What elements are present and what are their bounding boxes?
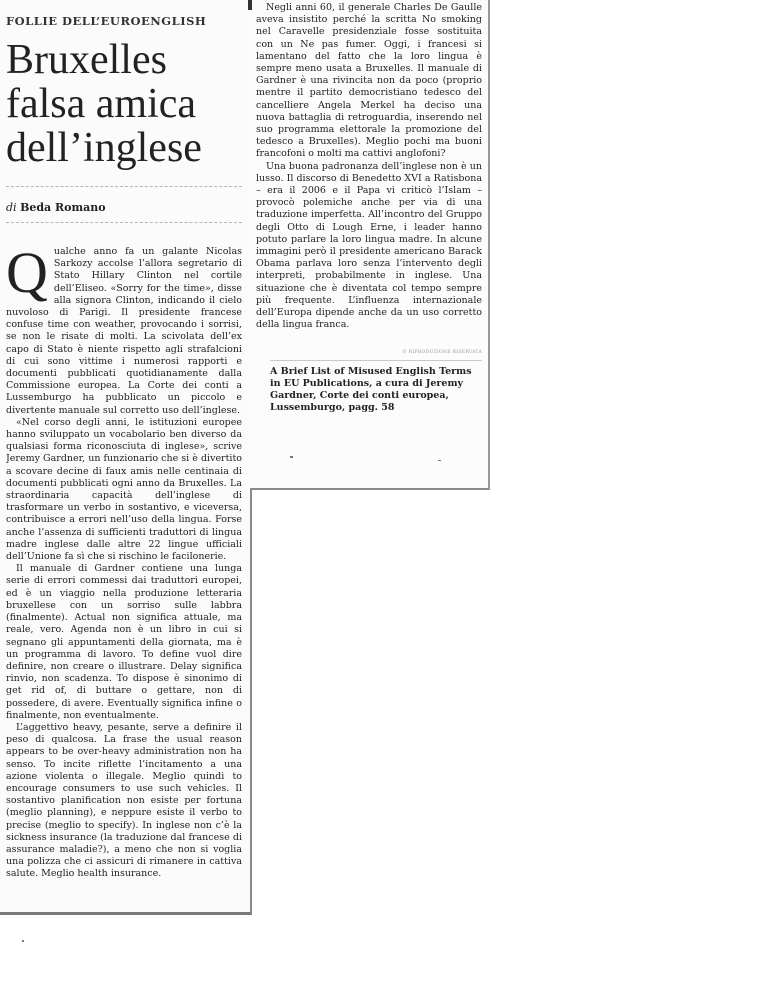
section-kicker: FOLLIE DELL’EUROENGLISH — [6, 14, 207, 28]
divider-book — [270, 360, 482, 361]
paragraph: Il manuale di Gardner contiene una lunga serie di errori commessi dai traduttori europei, ed è un viaggio nella produzione letteraria bruxellese con un sorriso sulle labbra (finalmente). Actual non significa attuale, ma reale, vero. Agenda non è un libro in cui si segnano gli appuntamenti della giornata, ma è un programma di lavoro. To define vuol dire definire, non creare o illustrare. Delay significa rinvio, non scadenza. To dispose è sinonimo di get rid of, di buttare o gettare, non di possedere, di avere. Eventually significa infine o finalmente, non eventualmente. — [6, 563, 242, 721]
paragraph: «Nel corso degli anni, le istituzioni europee hanno sviluppato un vocabolario ben diverso da qualsiasi forma riconosciuta di inglese», scrive Jeremy Gardner, un funzionario che si è divertito a scovare decine di faux amis nelle centinaia di documenti pubblicati ogni anno da Bruxelles. La straordinaria capacità dell’inglese di trasformare un verbo in sostantivo, e viceversa, contribuisce a errori nell’uso della lingua. Forse anche l’assenza di sufficienti traduttori di lingua madre inglese dalle altre 22 lingue ufficiali dell’Unione fa sì che si rischino le facilonerie. — [6, 416, 242, 563]
paragraph: L’aggettivo heavy, pesante, serve a definire il peso di qualcosa. La frase the usual reason appears to be over-heavy administration non ha senso. To incite riflette l’incitamento a una azione violenta o illegale. Meglio quindi to encourage consumers to use such vehicles. Il sostantivo planification non esiste per fortuna (meglio planning), e neppure esiste il verbo to precise (meglio to specify). In inglese non c’è la sickness insurance (la traduzione dal francese di assurance maladie?), a meno che non si voglia una polizza che ci assicuri di rimanere in cattiva salute. Meglio health insurance. — [6, 721, 242, 880]
book-reference: A Brief List of Misused English Terms in EU Publications, a cura di Jeremy Gardner, Corte dei conti europea, Lussemburgo, pagg. 58 — [270, 366, 472, 413]
article-body-left — [6, 246, 242, 910]
byline — [6, 201, 246, 214]
byline-author: Beda Romano — [20, 201, 106, 214]
article-headline: Bruxelles falsa amica dell’inglese — [6, 37, 202, 171]
paragraph: Negli anni 60, il generale Charles De Gaulle aveva insistito perché la scritta No smoking nel Caravelle presidenziale fosse sostituita con un Ne pas fumer. Oggi, i francesi si lamentano del fatto che la loro lingua è sempre meno usata a Bruxelles. Il manuale di Gardner è una rivincita non da poco (proprio mentre il partito democristiano tedesco del cancelliere Angela Merkel ha deciso una nuova battaglia di retroguardia, inserendo nel suo programma elettorale la promozione del tedesco a Bruxelles). Meglio pochi ma buoni francofoni o molti ma cattivi anglofoni? — [256, 2, 482, 160]
drop-cap: Q — [6, 246, 48, 305]
scan-edge-mark — [248, 0, 252, 10]
article-body-right — [256, 2, 482, 354]
paragraph: ualche anno fa un galante Nicolas Sarkozy accolse l’allora segretario di Stato Hillary Clinton nel cortile dell’Eliseo. «Sorry for the time», disse alla signora Clinton, indicando il cielo nuvoloso di Parigi. Il presidente francese confuse time con weather, provocando i sorrisi, se non le risate di molti. La scivolata dell’ex capo di Stato è niente rispetto agli strafalcioni di cui sono vittime i numerosi rapporti e documenti pubblicati quotidianamente dalla Commissione europea. La Corte dei conti a Lussemburgo ha pubblicato un piccolo e divertente manuale sul corretto uso dell’inglese. — [6, 246, 242, 416]
paragraph: Una buona padronanza dell’inglese non è un lusso. Il discorso di Benedetto XVI a Ratisbona – era il 2006 e il Papa vi criticò l’Islam – provocò polemiche anche per via di una traduzione imperfetta. All’incontro del Gruppo degli Otto di Lough Erne, i leader hanno potuto parlare la loro lingua madre. In alcune immagini però il presidente americano Barack Obama parlava loro senza l’intervento degli interpreti, probabilmente in inglese. Una situazione che è diventata col tempo sempre più frequente. L’influenza internazionale dell’Europa dipende anche da un uso corretto della lingua franca. — [256, 160, 482, 331]
rights-notice: © RIPRODUZIONE RISERVATA — [402, 350, 482, 355]
divider-bottom — [6, 222, 242, 223]
byline-prefix: di — [6, 201, 17, 214]
divider-top — [6, 186, 242, 187]
